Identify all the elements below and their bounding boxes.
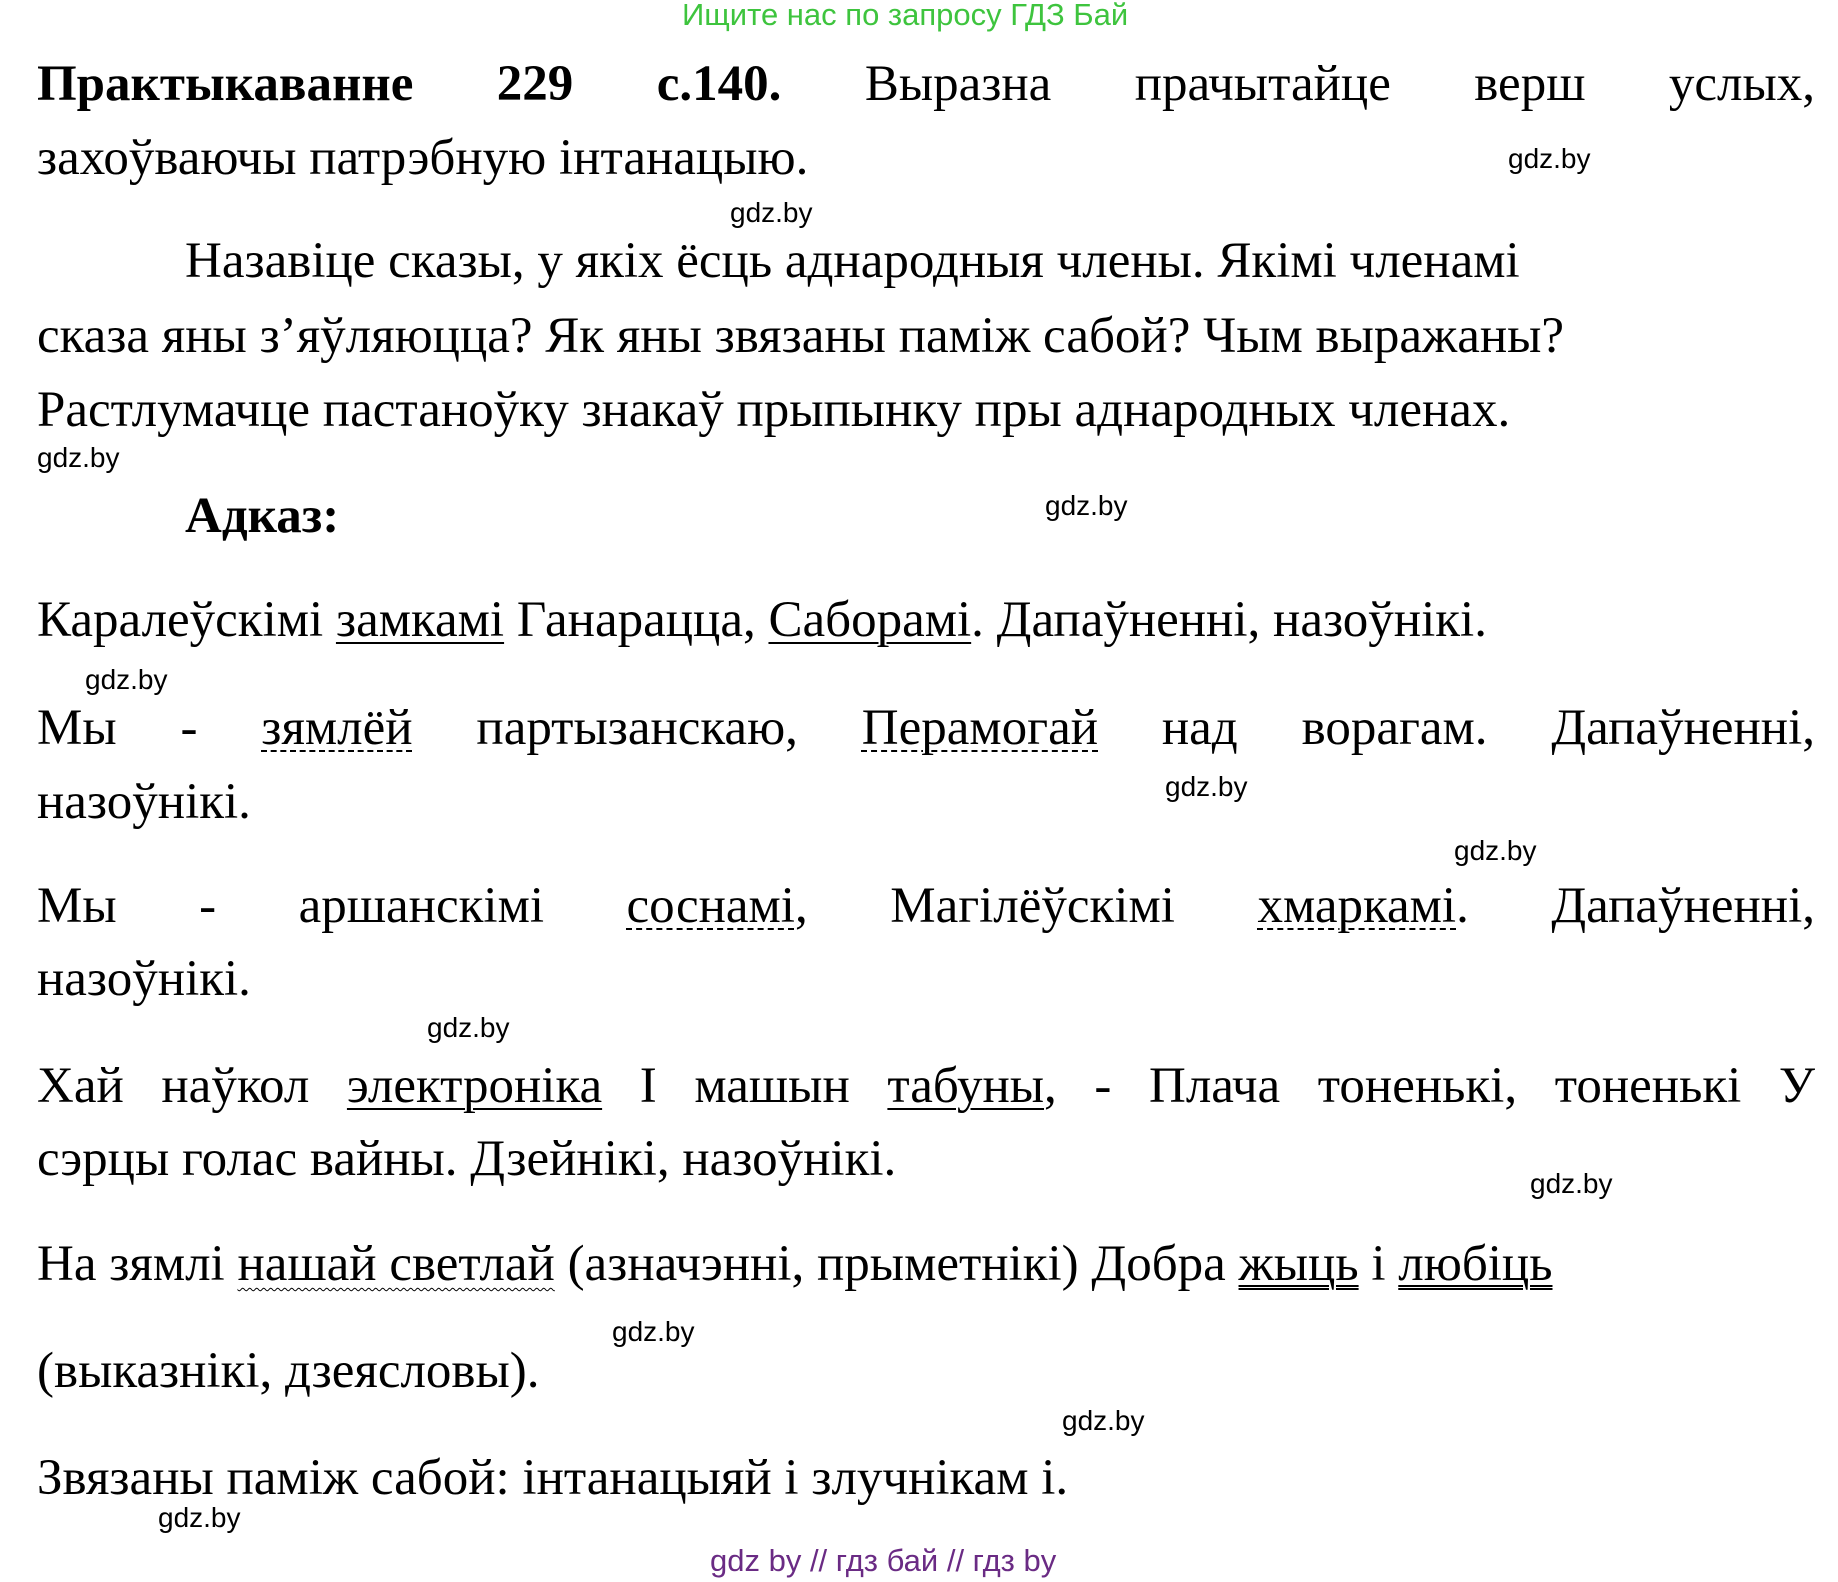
answer-2-underlined-1: зямлёй <box>261 700 413 756</box>
watermark: gdz.by <box>1530 1168 1613 1199</box>
answer-4-line-1 <box>37 1050 1815 1123</box>
answer-4-line-2: сэрцы голас вайны. Дзейнікі, назоўнікі. <box>37 1131 897 1187</box>
answer-5-underlined-1: нашай светлай <box>237 1236 555 1292</box>
answer-5-line-2: (выказнікі, дзеясловы). <box>37 1343 540 1399</box>
watermark: gdz.by <box>730 197 813 228</box>
answer-5-underlined-2: жыць <box>1238 1236 1359 1292</box>
watermark: gdz.by <box>85 664 168 695</box>
answer-6: Звязаны паміж сабой: інтанацыяй і злучнікам і. <box>37 1450 1069 1506</box>
answer-2-text-b: партызанскаю, <box>412 700 862 756</box>
watermark: gdz.by <box>1062 1405 1145 1436</box>
question-line-2: сказа яны з’яўляюцца? Як яны звязаны паміж сабой? Чым выражаны? <box>37 308 1565 364</box>
answer-1-text-c: . Дапаўненні, назоўнікі. <box>971 592 1487 648</box>
answer-2-text-c: над ворагам. Дапаўненні, <box>1098 700 1815 756</box>
task-line-1-text: Выразна прачытайце верш услых, <box>864 56 1816 112</box>
answer-3-text-c: . Дапаўненні, <box>1456 878 1815 934</box>
answer-4-text-b: І машын <box>602 1058 888 1114</box>
watermark: gdz.by <box>1508 143 1591 174</box>
answer-5-line-1 <box>37 1228 1553 1301</box>
task-line-2: захоўваючы патрэбную інтанацыю. <box>37 130 809 186</box>
answer-3-text-b: , Магілёўскімі <box>794 878 1258 934</box>
watermark: gdz.by <box>1045 490 1128 521</box>
answer-4-text-c: , - Плача тоненькі, тоненькі У <box>1044 1058 1816 1114</box>
answer-label: Адказ: <box>185 488 340 544</box>
answer-5-text-a: На зямлі <box>37 1236 238 1292</box>
footer-links[interactable]: gdz by // гдз бай // гдз by <box>710 1543 1057 1578</box>
answer-4-underlined-2: табуны <box>887 1058 1045 1114</box>
answer-2-text-a: Мы - <box>37 700 262 756</box>
answer-4-underlined-1: электроніка <box>346 1058 603 1114</box>
answer-1-underlined-2: Саборамі <box>768 592 972 648</box>
answer-1-text-b: Ганарацца, <box>504 592 769 648</box>
answer-3-text-a: Мы - аршанскімі <box>37 878 627 934</box>
answer-5-underlined-3: любіць <box>1398 1236 1553 1292</box>
task-title: Практыкаванне 229 с.140. <box>37 56 782 112</box>
watermark: gdz.by <box>1165 771 1248 802</box>
answer-3-underlined-1: соснамі <box>626 878 795 934</box>
watermark: gdz.by <box>158 1502 241 1533</box>
watermark: gdz.by <box>427 1012 510 1043</box>
answer-1-text-a: Каралеўскімі <box>37 592 336 648</box>
watermark: gdz.by <box>37 442 120 473</box>
question-line-3: Растлумачце пастаноўку знакаў прыпынку пры аднародных членах. <box>37 382 1511 438</box>
answer-1 <box>37 584 1487 657</box>
watermark: gdz.by <box>1454 835 1537 866</box>
search-banner[interactable]: Ищите нас по запросу ГДЗ Бай <box>682 0 1129 32</box>
answer-3-underlined-2: хмаркамі <box>1257 878 1457 934</box>
answer-3-line-1 <box>37 870 1815 943</box>
answer-2-line-1 <box>37 692 1815 765</box>
watermark: gdz.by <box>612 1316 695 1347</box>
answer-5-text-b: (азначэнні, прыметнікі) Добра <box>554 1236 1239 1292</box>
answer-3-line-2: назоўнікі. <box>37 951 251 1007</box>
answer-2-line-2: назоўнікі. <box>37 774 251 830</box>
answer-2-underlined-2: Перамогай <box>861 700 1099 756</box>
answer-5-text-c: і <box>1358 1236 1399 1292</box>
task-line-1 <box>37 48 1815 121</box>
answer-1-underlined-1: замкамі <box>335 592 505 648</box>
answer-4-text-a: Хай наўкол <box>37 1058 347 1114</box>
question-line-1: Назавіце сказы, у якіх ёсць аднародныя члены. Якімі членамі <box>185 233 1520 289</box>
